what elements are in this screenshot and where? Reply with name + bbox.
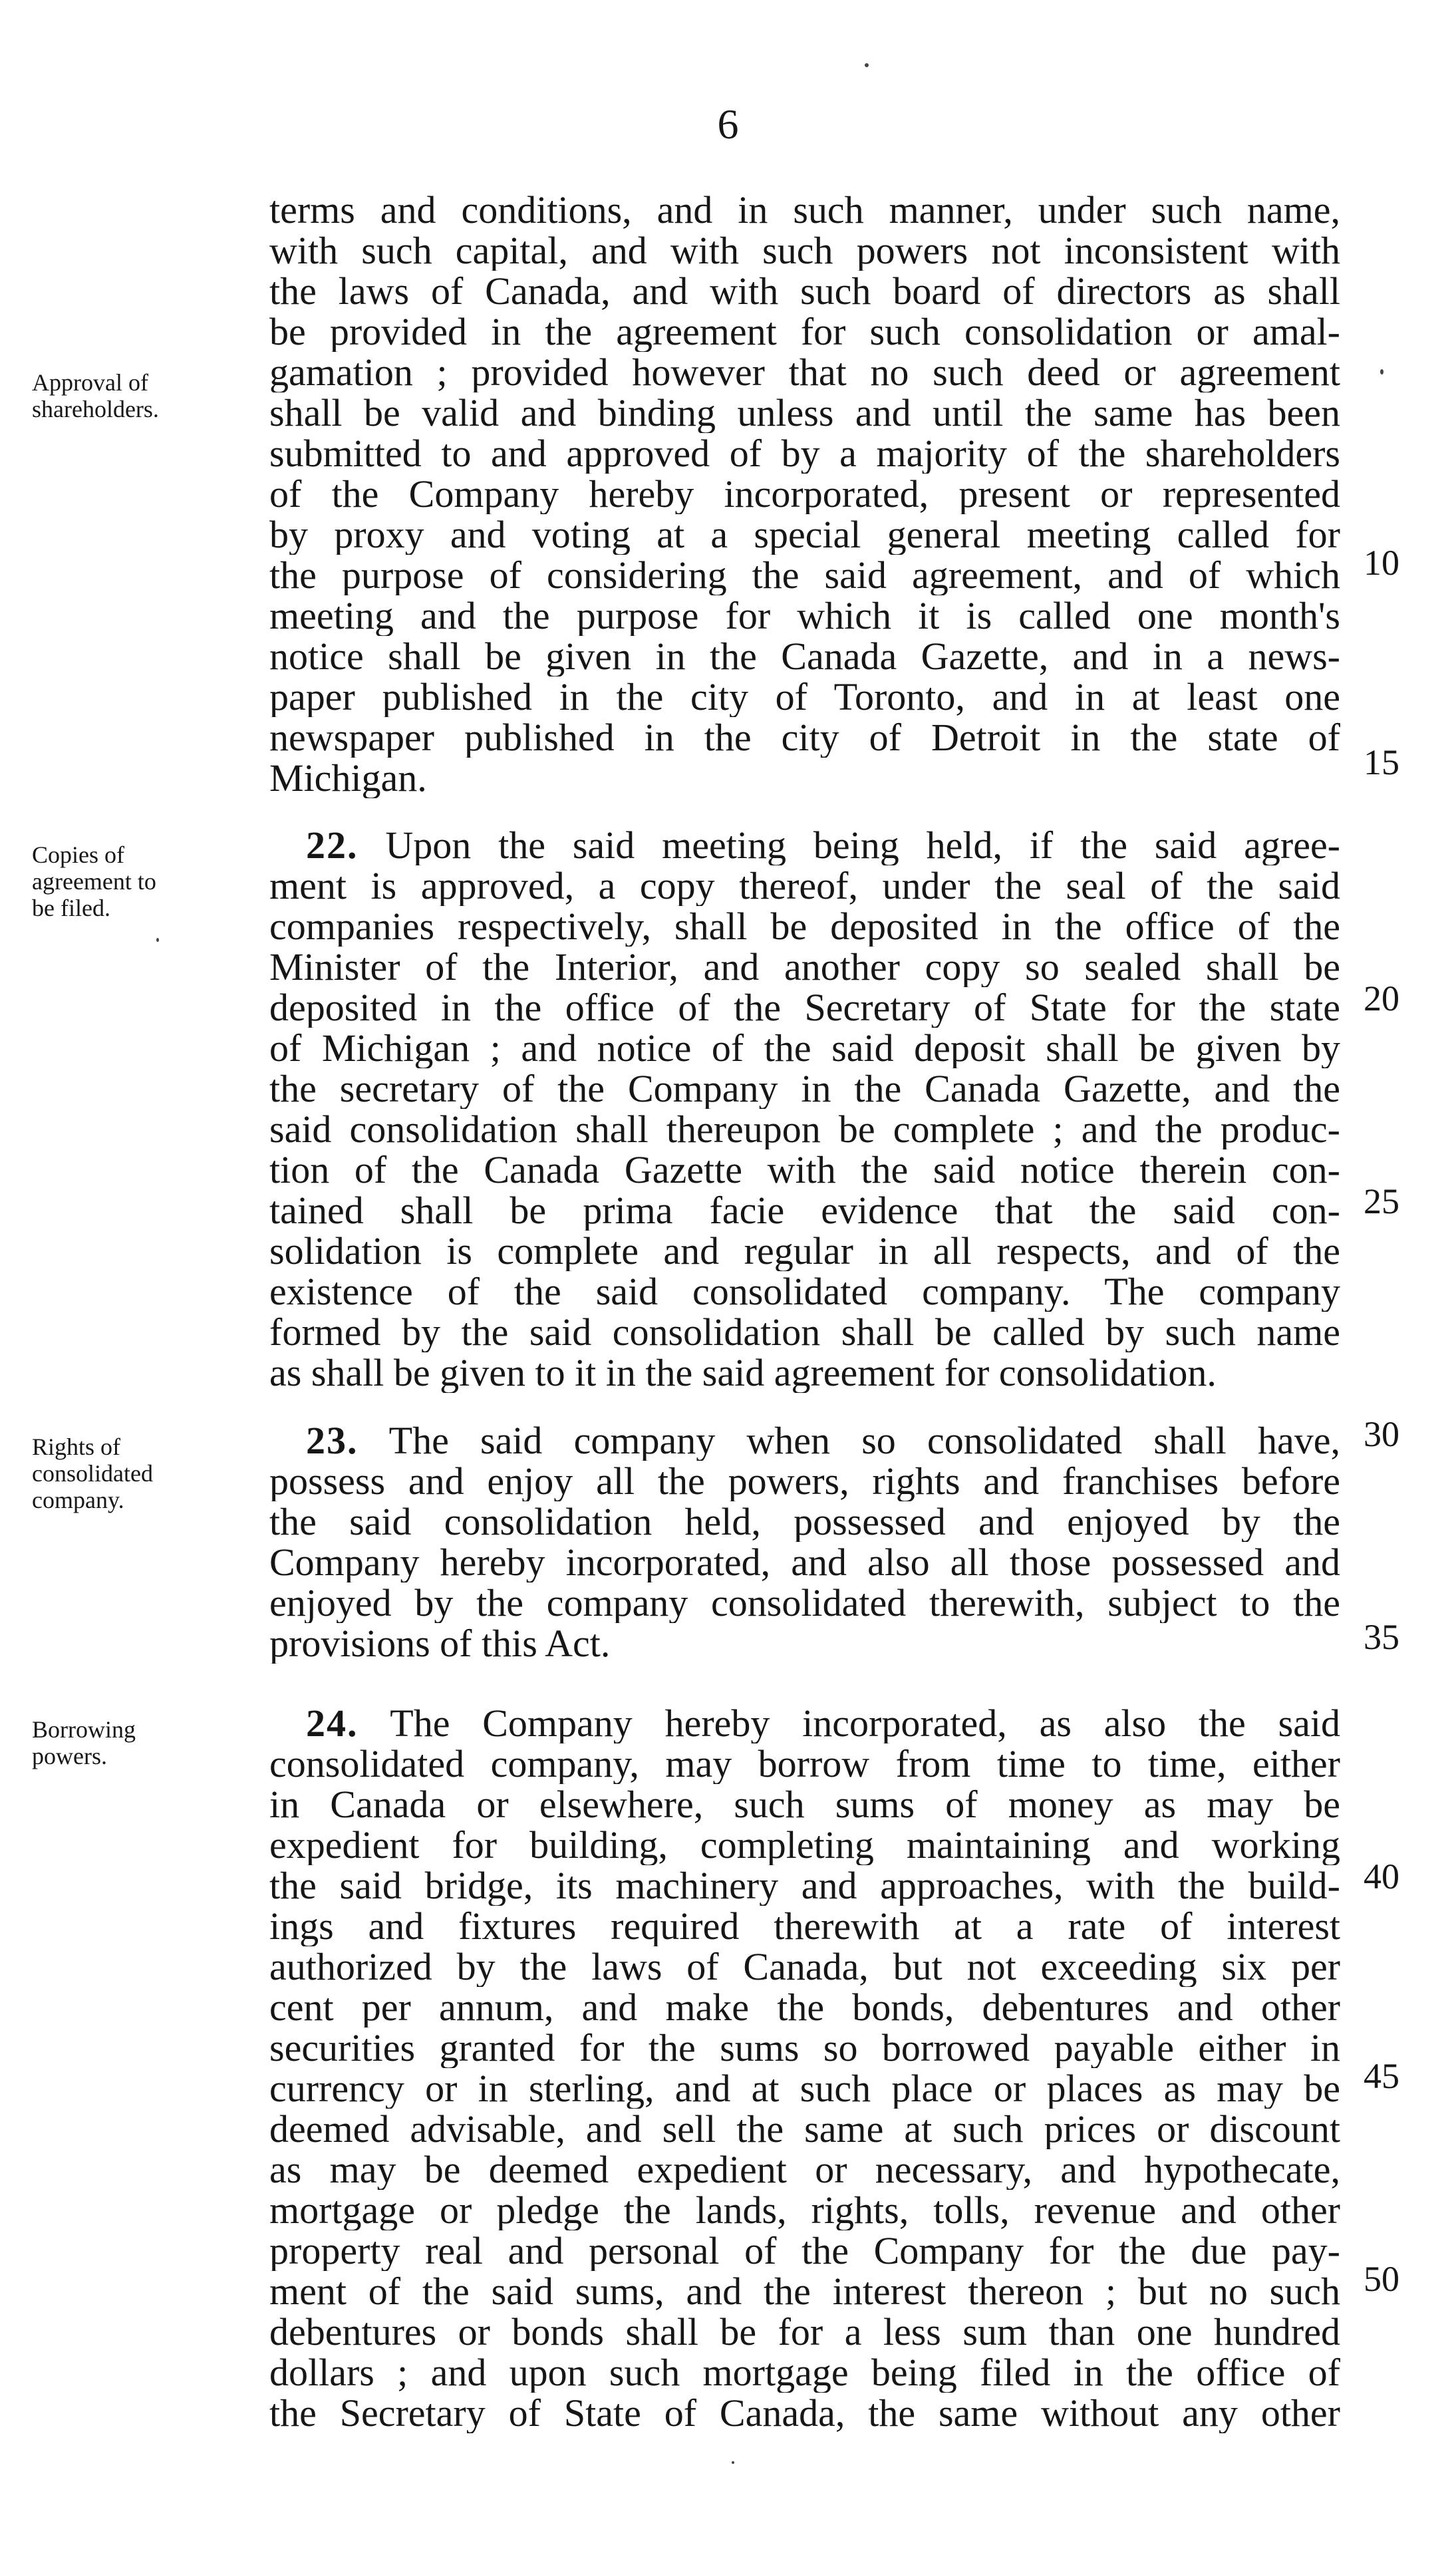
- text-line: deposited in the office of the Secretary of State for the state: [269, 987, 1340, 1028]
- line-number: 20: [1364, 978, 1399, 1018]
- text-line: consolidated company, may borrow from time to time, either: [269, 1743, 1340, 1784]
- page-number: 6: [717, 100, 739, 148]
- text-line: shall be valid and binding unless and until the same has been: [269, 392, 1340, 433]
- line-number: 40: [1364, 1857, 1399, 1896]
- text-line: ment of the said sums, and the interest thereon ; but no such: [269, 2271, 1340, 2312]
- text-line: said consolidation shall thereupon be complete ; and the produc-: [269, 1109, 1340, 1149]
- text-line: gamation ; provided however that no such deed or agreement: [269, 352, 1340, 392]
- text-line: the purpose of considering the said agreement, and of which: [269, 555, 1340, 595]
- text-line: Michigan.: [269, 758, 427, 798]
- text-line: solidation is complete and regular in all respects, and of the: [269, 1231, 1340, 1271]
- margin-note-borrowing: Borrowing powers.: [32, 1716, 136, 1769]
- scan-speck: [156, 938, 159, 942]
- text-line: with such capital, and with such powers not inconsistent with: [269, 230, 1340, 271]
- text-line: mortgage or pledge the lands, rights, tolls, revenue and other: [269, 2190, 1340, 2230]
- section-24-text: [269, 1703, 1340, 2433]
- text-line: 24. The Company hereby incorporated, as also the said: [306, 1703, 1340, 1743]
- text-line: the Secretary of State of Canada, the same without any other: [269, 2393, 1340, 2433]
- text-line: as shall be given to it in the said agreement for consolidation.: [269, 1352, 1217, 1393]
- section-23-text: [269, 1420, 1340, 1664]
- line-number: 10: [1364, 543, 1399, 583]
- text-line: authorized by the laws of Canada, but not exceeding six per: [269, 1946, 1340, 1987]
- line-number: 25: [1364, 1181, 1399, 1221]
- text-line: securities granted for the sums so borrowed payable either in: [269, 2027, 1340, 2068]
- margin-note-copies: Copies of agreement to be filed.: [32, 841, 156, 921]
- text-line: terms and conditions, and in such manner, under such name,: [269, 190, 1340, 230]
- text-line: be provided in the agreement for such consolidation or amal-: [269, 311, 1340, 352]
- text-line: the secretary of the Company in the Canada Gazette, and the: [269, 1068, 1340, 1109]
- text-line: tained shall be prima facie evidence that the said con-: [269, 1190, 1340, 1231]
- section-21-text: [269, 190, 1340, 798]
- scan-speck: [1380, 369, 1383, 375]
- text-line: deemed advisable, and sell the same at such prices or discount: [269, 2109, 1340, 2149]
- text-line: possess and enjoy all the powers, rights and franchises before: [269, 1461, 1340, 1501]
- text-line: the laws of Canada, and with such board of directors as shall: [269, 271, 1340, 311]
- text-line: notice shall be given in the Canada Gazette, and in a news-: [269, 636, 1340, 676]
- text-line: as may be deemed expedient or necessary, and hypothecate,: [269, 2149, 1340, 2190]
- text-line: 23. The said company when so consolidated shall have,: [306, 1420, 1340, 1461]
- text-line: the said bridge, its machinery and approaches, with the build-: [269, 1865, 1340, 1906]
- line-number: 15: [1364, 742, 1399, 782]
- text-line: of the Company hereby incorporated, present or represented: [269, 474, 1340, 514]
- text-line: ment is approved, a copy thereof, under the seal of the said: [269, 865, 1340, 906]
- text-line: 22. Upon the said meeting being held, if the said agree-: [306, 825, 1340, 865]
- text-line: enjoyed by the company consolidated therewith, subject to the: [269, 1582, 1340, 1623]
- text-line: by proxy and voting at a special general meeting called for: [269, 514, 1340, 555]
- text-line: property real and personal of the Company for the due pay-: [269, 2230, 1340, 2271]
- text-line: submitted to and approved of by a majority of the shareholders: [269, 433, 1340, 474]
- text-line: existence of the said consolidated company. The company: [269, 1271, 1340, 1312]
- section-number: 24.: [306, 1703, 359, 1743]
- text-line: debentures or bonds shall be for a less sum than one hundred: [269, 2312, 1340, 2352]
- scan-speck: [732, 2461, 734, 2464]
- text-line: in Canada or elsewhere, such sums of money as may be: [269, 1784, 1340, 1825]
- text-line: newspaper published in the city of Detroit in the state of: [269, 717, 1340, 758]
- text-line: Company hereby incorporated, and also all those possessed and: [269, 1542, 1340, 1582]
- margin-note-rights: Rights of consolidated company.: [32, 1433, 153, 1513]
- text-line: currency or in sterling, and at such place or places as may be: [269, 2068, 1340, 2109]
- line-number: 45: [1364, 2056, 1399, 2096]
- text-line: paper published in the city of Toronto, and in at least one: [269, 676, 1340, 717]
- text-line: expedient for building, completing maintaining and working: [269, 1825, 1340, 1865]
- line-number: 50: [1364, 2259, 1399, 2299]
- text-line: the said consolidation held, possessed and enjoyed by the: [269, 1501, 1340, 1542]
- text-line: formed by the said consolidation shall be called by such name: [269, 1312, 1340, 1352]
- text-line: companies respectively, shall be deposited in the office of the: [269, 906, 1340, 947]
- scan-speck: [865, 63, 869, 67]
- section-number: 22.: [306, 825, 359, 865]
- line-number: 30: [1364, 1414, 1399, 1454]
- section-22-text: [269, 825, 1340, 1393]
- margin-note-approval: Approval of shareholders.: [32, 369, 159, 422]
- text-line: provisions of this Act.: [269, 1623, 611, 1664]
- text-line: ings and fixtures required therewith at a rate of interest: [269, 1906, 1340, 1946]
- line-number: 35: [1364, 1617, 1399, 1657]
- text-line: Minister of the Interior, and another copy so sealed shall be: [269, 947, 1340, 987]
- text-line: cent per annum, and make the bonds, debentures and other: [269, 1987, 1340, 2027]
- section-number: 23.: [306, 1420, 359, 1461]
- text-line: tion of the Canada Gazette with the said notice therein con-: [269, 1149, 1340, 1190]
- text-line: meeting and the purpose for which it is called one month's: [269, 595, 1340, 636]
- text-line: dollars ; and upon such mortgage being filed in the office of: [269, 2352, 1340, 2393]
- text-line: of Michigan ; and notice of the said deposit shall be given by: [269, 1028, 1340, 1068]
